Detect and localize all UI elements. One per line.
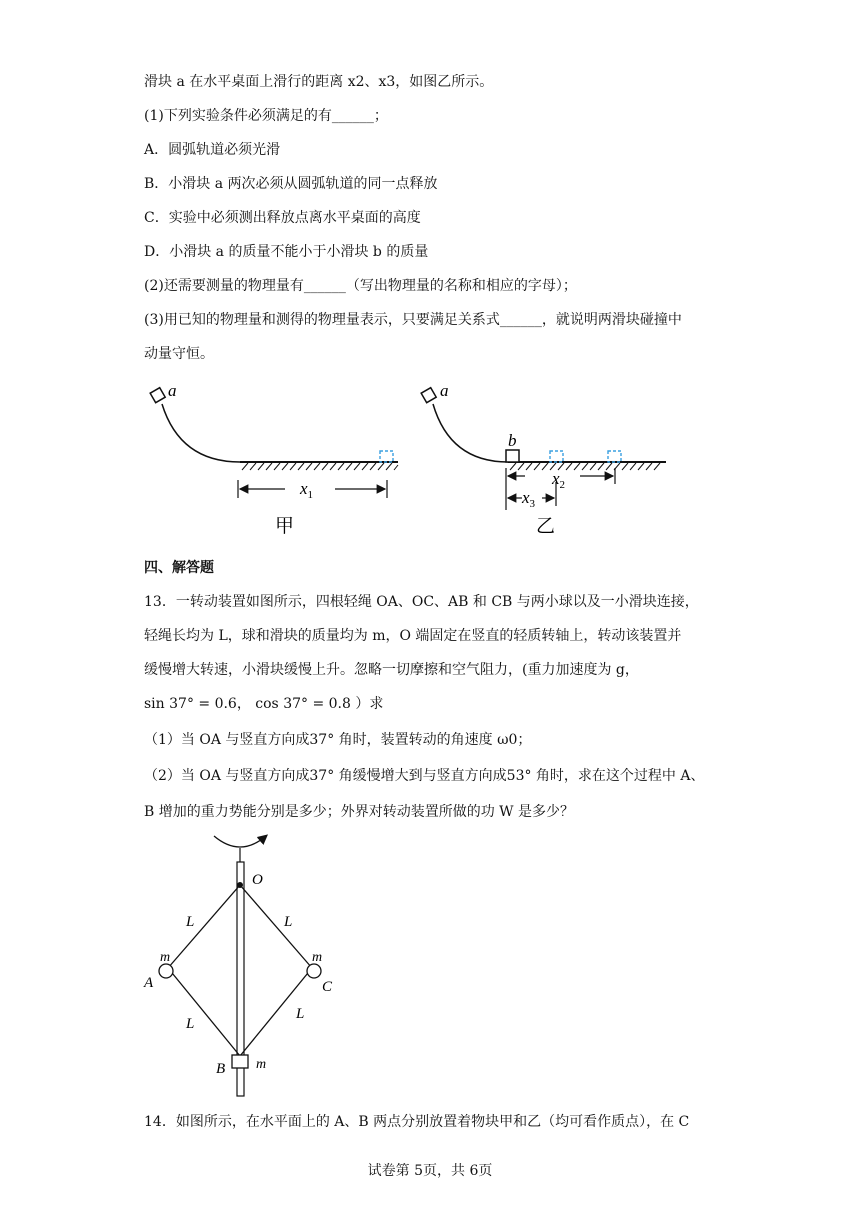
slider-a-jia <box>150 388 165 403</box>
question-1: (1)下列实验条件必须满足的有______； <box>144 108 388 124</box>
rotating-device-figure <box>140 828 360 1100</box>
problem-13-part-2-line-2: B 增加的重力势能分别是多少；外界对转动装置所做的功 W 是多少？ <box>144 804 575 820</box>
problem-13-line-4: sin 37° = 0.6， cos 37° = 0.8 ）求 <box>144 696 384 712</box>
problem-13-part-2-line-1: （2）当 OA 与竖直方向成37° 角缓慢增大到与竖直方向成53° 角时，求在这个过程中 A、 <box>144 768 705 784</box>
final-position-a-jia <box>380 451 393 462</box>
label-m-b: m <box>256 1057 267 1072</box>
slider-b <box>506 450 519 462</box>
label-l-cb: L <box>296 1006 305 1022</box>
slider-b-device <box>232 1055 248 1068</box>
label-m-a: m <box>160 950 171 965</box>
label-l-oc: L <box>284 914 293 930</box>
label-x2: $x_2$ <box>552 469 566 491</box>
question-3-line-1: (3)用已知的物理量和测得的物理量表示，只要满足关系式______，就说明两滑块碰撞中 <box>144 312 682 328</box>
experiment-figure <box>140 372 680 542</box>
problem-13-line-3: 缓慢增大转速，小滑块缓慢上升。忽略一切摩擦和空气阻力，(重力加速度为 g， <box>144 662 639 678</box>
problem-13-part-1: （1）当 OA 与竖直方向成37° 角时，装置转动的角速度 ω0； <box>144 732 532 748</box>
label-a-jia: a <box>168 381 177 400</box>
question-3-line-2: 动量守恒。 <box>144 346 214 362</box>
label-a-yi: a <box>440 381 449 400</box>
label-l-oa: L <box>186 914 195 930</box>
option-a: A．圆弧轨道必须光滑 <box>144 142 281 158</box>
figure-yi <box>421 381 666 537</box>
section-title: 四、解答题 <box>144 560 214 576</box>
label-c: C <box>322 979 333 995</box>
slider-a-yi <box>421 388 436 403</box>
label-o: O <box>252 872 263 888</box>
label-b: b <box>508 431 517 450</box>
page-footer: 试卷第 5页，共 6页 <box>367 1163 493 1179</box>
text-line-1: 滑块 a 在水平桌面上滑行的距离 x2、x3，如图乙所示。 <box>144 74 494 90</box>
ball-a <box>159 964 173 978</box>
option-b: B．小滑块 a 两次必须从圆弧轨道的同一点释放 <box>144 176 438 192</box>
figure-jia <box>150 381 398 537</box>
label-x3: $x_3$ <box>522 488 536 510</box>
question-2: (2)还需要测量的物理量有______（写出物理量的名称和相应的字母）； <box>144 278 577 294</box>
problem-13-line-1: 13．一转动装置如图所示，四根轻绳 OA、OC、AB 和 CB 与两小球以及一小滑块连接， <box>144 594 699 610</box>
option-c: C．实验中必须测出释放点离水平桌面的高度 <box>144 210 421 226</box>
label-b-device: B <box>216 1061 226 1077</box>
final-position-b-yi <box>608 451 621 462</box>
rotation-arrow-icon <box>214 836 266 847</box>
caption-yi: 乙 <box>536 516 556 537</box>
caption-jia: 甲 <box>275 516 295 537</box>
label-m-c: m <box>312 950 323 965</box>
problem-13-line-2: 轻绳长均为 L，球和滑块的质量均为 m，O 端固定在竖直的轻质转轴上，转动该装置并 <box>144 628 682 644</box>
label-l-ab: L <box>186 1016 195 1032</box>
ball-c <box>307 964 321 978</box>
final-position-a-yi <box>550 451 563 462</box>
label-x1: $x_1$ <box>300 479 314 501</box>
problem-14-line-1: 14．如图所示，在水平面上的 A、B 两点分别放置着物块甲和乙（均可看作质点），在 C <box>144 1114 690 1130</box>
label-a: A <box>144 975 154 991</box>
option-d: D．小滑块 a 的质量不能小于小滑块 b 的质量 <box>144 244 429 260</box>
